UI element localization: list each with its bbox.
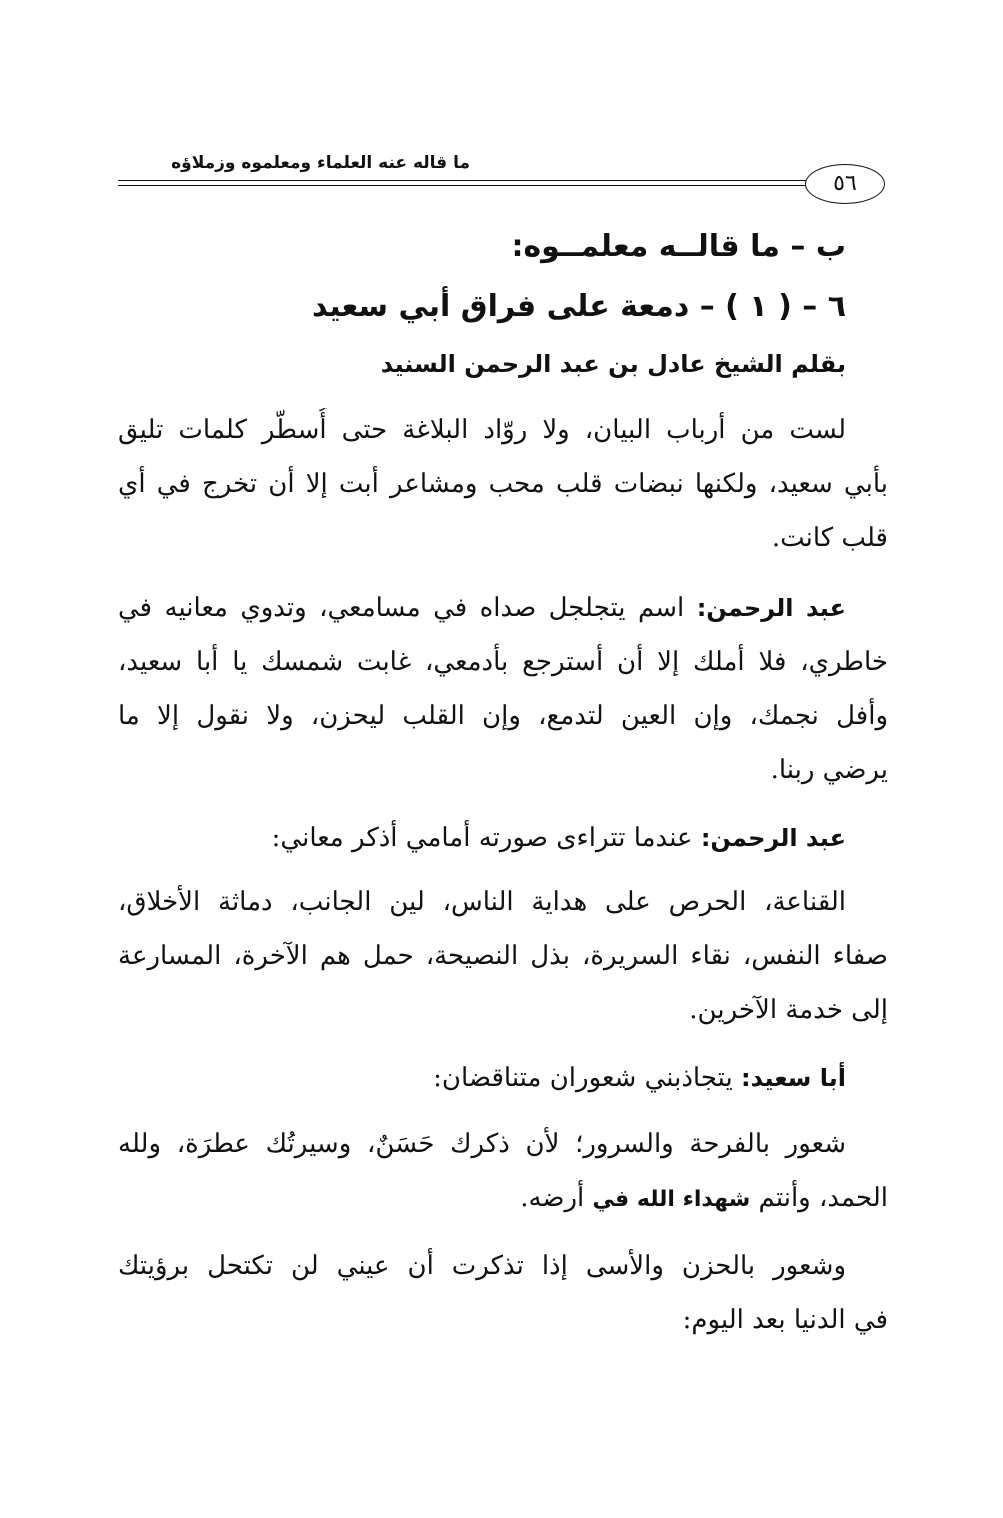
paragraph-6-emphasis: شهداء الله في (592, 1187, 751, 1212)
running-header-title: ما قاله عنه العلماء ومعلموه وزملاؤه (171, 153, 470, 173)
paragraph-7-line-2: في الدنيا بعد اليوم: (682, 1305, 888, 1335)
byline: بقلم الشيخ عادل بن عبد الرحمن السنيد (380, 350, 846, 378)
paragraph-3-text: عندما تتراءى صورته أمامي أذكر معاني: (271, 823, 701, 853)
paragraph-2-line-1-text: اسم يتجلجل صداه في مسامعي، وتدوي معانيه في (118, 593, 697, 623)
paragraph-6-line-1: شعور بالفرحة والسرور؛ لأن ذكرك حَسَنٌ، وسيرتُك عطرَة، ولله (118, 1129, 846, 1159)
paragraph-1-line-1: لست من أرباب البيان، ولا روّاد البلاغة حتى أُسطّر كلمات تليق (118, 415, 846, 445)
item-heading: ٦ – ( ١ ) – دمعة على فراق أبي سعيد (311, 289, 846, 324)
paragraph-2-line-1 (118, 586, 888, 630)
page-number-badge: ٥٦ (805, 164, 885, 204)
paragraph-7-line-1: وشعور بالحزن والأسى إذا تذكرت أن عيني لن تكتحل برؤيتك (118, 1251, 846, 1281)
paragraph-2-line-2: خاطري، فلا أملك إلا أن أسترجع بأدمعي، غابت شمسك يا أبا سعيد، (118, 647, 888, 677)
paragraph-4-line-3: إلى خدمة الآخرين. (689, 995, 888, 1025)
paragraph-1-line-3: قلب كانت. (771, 523, 888, 553)
paragraph-4-line-2: صفاء النفس، نقاء السريرة، بذل النصيحة، حمل هم الآخرة، المسارعة (118, 941, 888, 971)
header-rule-bottom (118, 185, 808, 186)
paragraph-5 (118, 1056, 888, 1100)
paragraph-2-line-3: وأفل نجمك، وإن العين لتدمع، وإن القلب ليحزن، ولا نقول إلا ما (118, 701, 888, 731)
paragraph-5-lead: أبا سعيد: (740, 1064, 846, 1092)
paragraph-3-lead: عبد الرحمن: (700, 824, 846, 852)
header-rule-top (118, 180, 808, 181)
paragraph-6-line-2-after: أرضه. (520, 1183, 593, 1213)
paragraph-6-line-2-before: الحمد، وأنتم (750, 1183, 888, 1213)
paragraph-1-line-2: بأبي سعيد، ولكنها نبضات قلب محب ومشاعر أبت إلا أن تخرج في أي (118, 469, 888, 499)
section-heading: ب – ما قالــه معلمــوه: (511, 229, 846, 264)
paragraph-3 (118, 816, 888, 860)
paragraph-6-line-2 (118, 1176, 888, 1220)
paragraph-2-line-4: يرضي ربنا. (770, 755, 888, 785)
paragraph-2-lead: عبد الرحمن: (696, 594, 846, 622)
paragraph-5-text: يتجاذبني شعوران متناقضان: (433, 1063, 741, 1093)
paragraph-4-line-1: القناعة، الحرص على هداية الناس، لين الجانب، دماثة الأخلاق، (118, 887, 846, 917)
